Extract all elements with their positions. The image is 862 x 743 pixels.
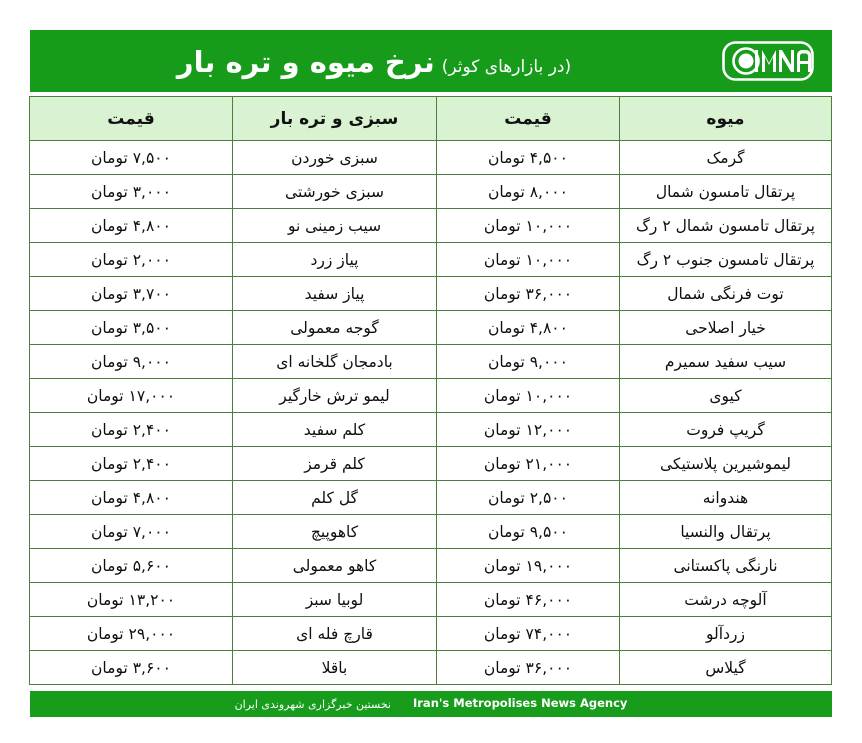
column-header-fruit-price: قیمت: [437, 97, 620, 141]
cell-fruit-name: پرتقال تامسون جنوب ۲ رگ: [620, 243, 832, 277]
cell-fruit-name: نارنگی پاکستانی: [620, 549, 832, 583]
cell-vegetable-name: پیاز زرد: [233, 243, 437, 277]
price-table: [29, 96, 832, 685]
footer-agency-english: Iran's Metropolises News Agency: [412, 696, 628, 711]
table-row: [30, 413, 832, 447]
cell-fruit-name: زردآلو: [620, 617, 832, 651]
table-row: [30, 515, 832, 549]
cell-vegetable-price: ۳,۶۰۰ تومان: [30, 651, 233, 685]
table-row: [30, 379, 832, 413]
cell-vegetable-price: ۲,۴۰۰ تومان: [30, 413, 233, 447]
header-title-group: [30, 44, 704, 79]
table-row: [30, 651, 832, 685]
cell-vegetable-price: ۴,۸۰۰ تومان: [30, 209, 233, 243]
header-subtitle: (در بازارهای کوثر): [441, 56, 572, 77]
cell-fruit-price: ۱۹,۰۰۰ تومان: [437, 549, 620, 583]
cell-fruit-price: ۴۶,۰۰۰ تومان: [437, 583, 620, 617]
cell-vegetable-price: ۵,۶۰۰ تومان: [30, 549, 233, 583]
cell-vegetable-name: بادمجان گلخانه ای: [233, 345, 437, 379]
table-row: [30, 209, 832, 243]
table-head: [30, 97, 832, 141]
header-banner: [30, 30, 832, 92]
table-row: [30, 311, 832, 345]
column-header-vegetable: سبزی و تره بار: [233, 97, 437, 141]
cell-fruit-price: ۲۱,۰۰۰ تومان: [437, 447, 620, 481]
cell-vegetable-name: پیاز سفید: [233, 277, 437, 311]
cell-fruit-price: ۱۲,۰۰۰ تومان: [437, 413, 620, 447]
cell-vegetable-name: کاهوپیچ: [233, 515, 437, 549]
table-header-row: [30, 97, 832, 141]
table-row: [30, 243, 832, 277]
cell-vegetable-price: ۱۷,۰۰۰ تومان: [30, 379, 233, 413]
cell-fruit-name: کیوی: [620, 379, 832, 413]
cell-fruit-price: ۹,۵۰۰ تومان: [437, 515, 620, 549]
cell-fruit-name: پرتقال تامسون شمال ۲ رگ: [620, 209, 832, 243]
cell-fruit-price: ۷۴,۰۰۰ تومان: [437, 617, 620, 651]
cell-vegetable-name: لیمو ترش خارگیر: [233, 379, 437, 413]
table-row: [30, 617, 832, 651]
table-body: [30, 141, 832, 685]
cell-vegetable-price: ۹,۰۰۰ تومان: [30, 345, 233, 379]
cell-vegetable-price: ۲,۰۰۰ تومان: [30, 243, 233, 277]
price-table-wrapper: [30, 96, 832, 685]
footer-banner: [30, 691, 832, 717]
cell-vegetable-price: ۳,۷۰۰ تومان: [30, 277, 233, 311]
table-row: [30, 277, 832, 311]
imna-logo-icon: [722, 41, 814, 81]
cell-fruit-price: ۴,۸۰۰ تومان: [437, 311, 620, 345]
footer-agency-persian: نخستین خبرگزاری شهروندی ایران: [234, 697, 391, 711]
cell-vegetable-price: ۷,۵۰۰ تومان: [30, 141, 233, 175]
cell-fruit-price: ۳۶,۰۰۰ تومان: [437, 651, 620, 685]
cell-vegetable-price: ۴,۸۰۰ تومان: [30, 481, 233, 515]
cell-vegetable-price: ۳,۵۰۰ تومان: [30, 311, 233, 345]
table-row: [30, 447, 832, 481]
cell-vegetable-name: کلم قرمز: [233, 447, 437, 481]
page-title: نرخ میوه و تره بار: [176, 44, 435, 79]
cell-vegetable-price: ۲,۴۰۰ تومان: [30, 447, 233, 481]
cell-fruit-name: پرتقال والنسیا: [620, 515, 832, 549]
cell-fruit-price: ۱۰,۰۰۰ تومان: [437, 379, 620, 413]
cell-fruit-price: ۹,۰۰۰ تومان: [437, 345, 620, 379]
table-row: [30, 549, 832, 583]
cell-vegetable-name: قارچ فله ای: [233, 617, 437, 651]
cell-fruit-name: توت فرنگی شمال: [620, 277, 832, 311]
table-row: [30, 481, 832, 515]
cell-vegetable-name: کاهو معمولی: [233, 549, 437, 583]
cell-fruit-name: گرمک: [620, 141, 832, 175]
table-row: [30, 583, 832, 617]
cell-fruit-name: گیلاس: [620, 651, 832, 685]
cell-fruit-name: خیار اصلاحی: [620, 311, 832, 345]
cell-fruit-name: سیب سفید سمیرم: [620, 345, 832, 379]
cell-vegetable-name: سبزی خوردن: [233, 141, 437, 175]
cell-vegetable-price: ۲۹,۰۰۰ تومان: [30, 617, 233, 651]
cell-fruit-price: ۸,۰۰۰ تومان: [437, 175, 620, 209]
column-header-fruit: میوه: [620, 97, 832, 141]
table-row: [30, 141, 832, 175]
cell-vegetable-name: کلم سفید: [233, 413, 437, 447]
cell-vegetable-name: سبزی خورشتی: [233, 175, 437, 209]
imna-logo: [704, 30, 832, 92]
cell-vegetable-name: گل کلم: [233, 481, 437, 515]
column-header-vegetable-price: قیمت: [30, 97, 233, 141]
cell-vegetable-price: ۳,۰۰۰ تومان: [30, 175, 233, 209]
cell-vegetable-price: ۷,۰۰۰ تومان: [30, 515, 233, 549]
table-row: [30, 175, 832, 209]
cell-fruit-price: ۴,۵۰۰ تومان: [437, 141, 620, 175]
cell-fruit-name: آلوچه درشت: [620, 583, 832, 617]
cell-fruit-name: گریپ فروت: [620, 413, 832, 447]
cell-fruit-price: ۲,۵۰۰ تومان: [437, 481, 620, 515]
cell-fruit-price: ۱۰,۰۰۰ تومان: [437, 243, 620, 277]
cell-vegetable-name: گوجه معمولی: [233, 311, 437, 345]
cell-vegetable-name: سیب زمینی نو: [233, 209, 437, 243]
cell-vegetable-price: ۱۳,۲۰۰ تومان: [30, 583, 233, 617]
cell-vegetable-name: باقلا: [233, 651, 437, 685]
cell-vegetable-name: لوبیا سبز: [233, 583, 437, 617]
cell-fruit-name: پرتقال تامسون شمال: [620, 175, 832, 209]
cell-fruit-name: لیموشیرین پلاستیکی: [620, 447, 832, 481]
cell-fruit-price: ۳۶,۰۰۰ تومان: [437, 277, 620, 311]
table-row: [30, 345, 832, 379]
cell-fruit-name: هندوانه: [620, 481, 832, 515]
cell-fruit-price: ۱۰,۰۰۰ تومان: [437, 209, 620, 243]
